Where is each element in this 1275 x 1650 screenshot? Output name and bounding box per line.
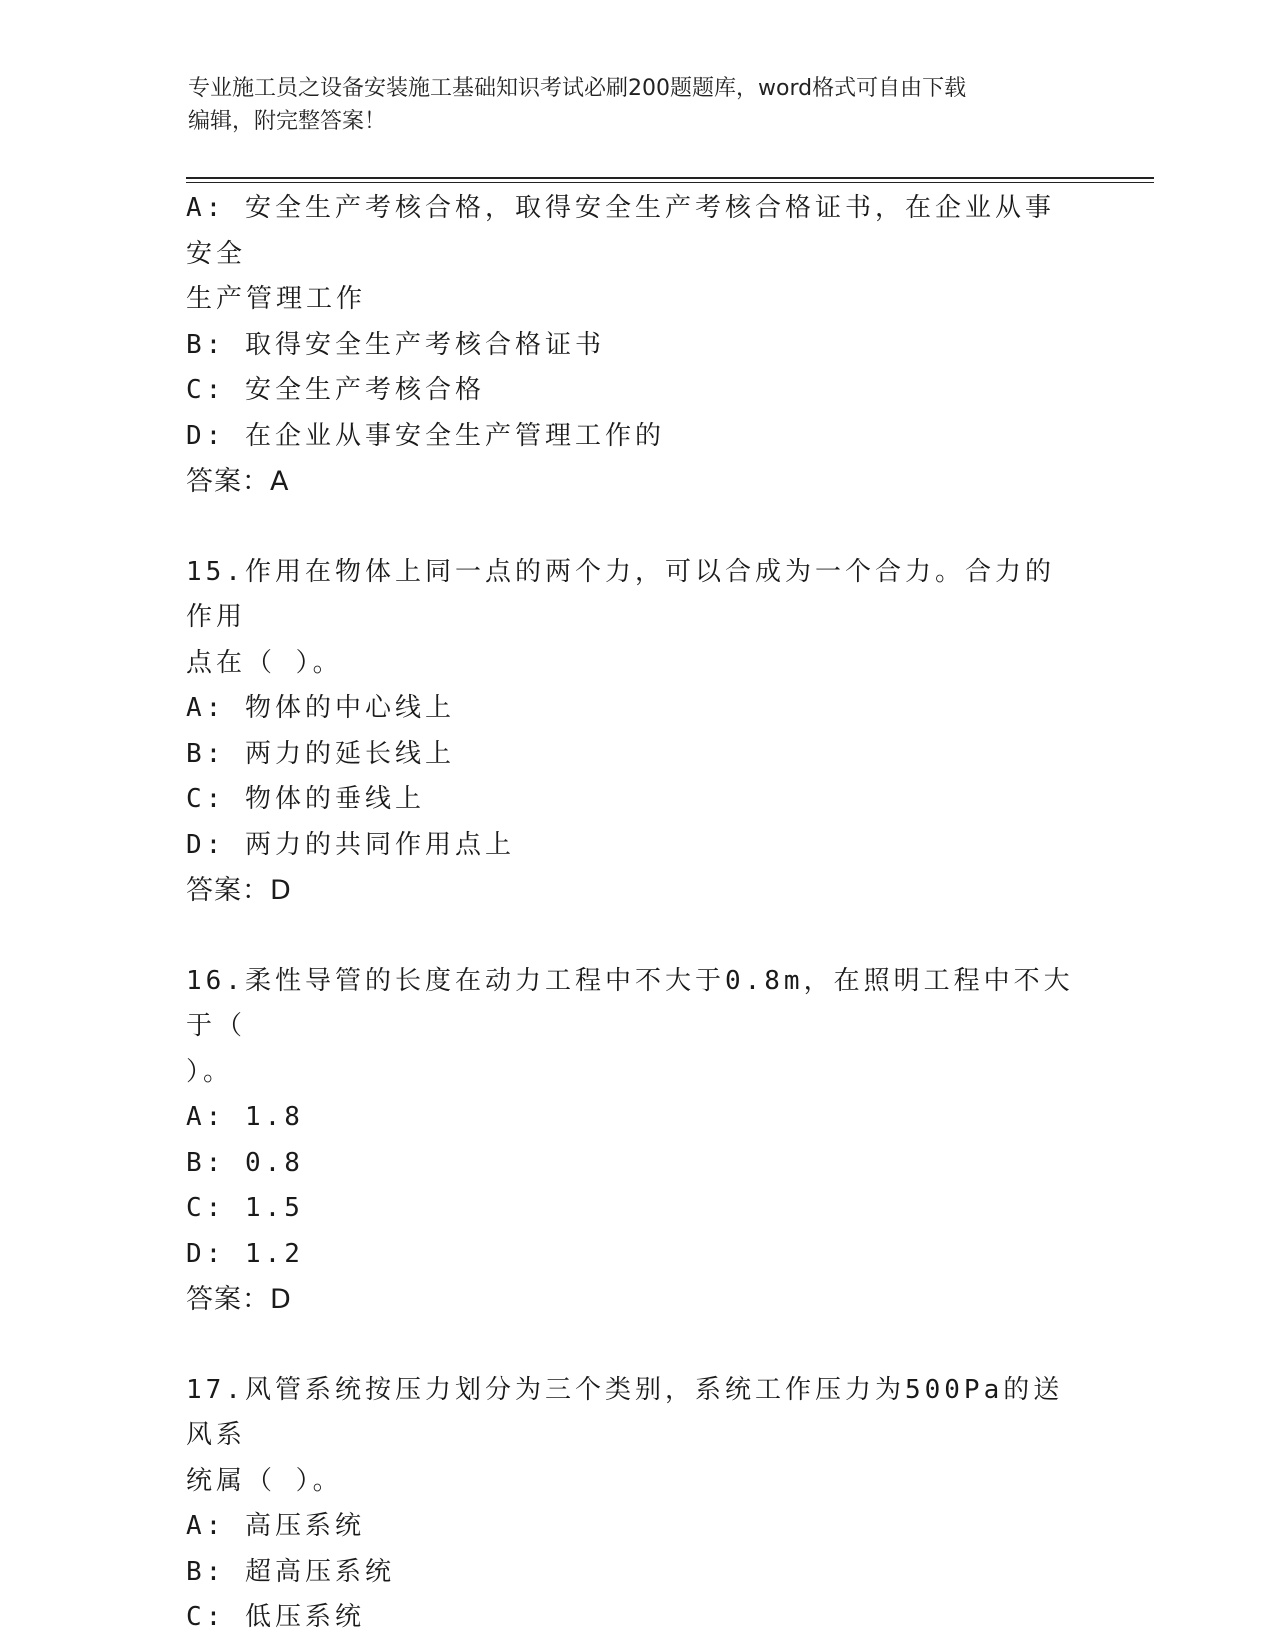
option-b: B: 取得安全生产考核合格证书 bbox=[186, 329, 605, 360]
option-c: C: 物体的垂线上 bbox=[186, 784, 425, 814]
option-a: A: 高压系统 bbox=[186, 1511, 365, 1541]
question-16 bbox=[186, 959, 1076, 1323]
question-text-continued: ）。 bbox=[186, 1056, 234, 1087]
header-line-1: 专业施工员之设备安装施工基础知识考试必刷200题题库，word格式可自由下载 bbox=[188, 76, 967, 101]
document-header bbox=[188, 72, 1068, 138]
option-a: A: 安全生产考核合格，取得安全生产考核合格证书，在企业从事安全 bbox=[186, 193, 1055, 269]
question-content bbox=[186, 186, 1076, 1641]
option-a: A: 1.8 bbox=[186, 1102, 304, 1132]
header-line-2: 编辑，附完整答案！ bbox=[188, 109, 387, 134]
option-b: B: 两力的延长线上 bbox=[186, 738, 455, 769]
option-a: A: 物体的中心线上 bbox=[186, 693, 455, 723]
option-c: C: 1.5 bbox=[186, 1193, 304, 1223]
option-c: C: 低压系统 bbox=[186, 1602, 365, 1632]
answer: 答案：D bbox=[186, 875, 292, 906]
question-text-continued: 统属（ ）。 bbox=[186, 1465, 343, 1496]
option-a-continued: 生产管理工作 bbox=[186, 284, 367, 314]
question-17 bbox=[186, 1368, 1076, 1641]
question-text: 16.柔性导管的长度在动力工程中不大于0.8m，在照明工程中不大于（ bbox=[186, 965, 1074, 1041]
option-d: D: 在企业从事安全生产管理工作的 bbox=[186, 420, 665, 451]
question-text: 17.风管系统按压力划分为三个类别，系统工作压力为500Pa的送风系 bbox=[186, 1374, 1064, 1450]
option-d: D: 1.2 bbox=[186, 1238, 304, 1269]
option-b: B: 超高压系统 bbox=[186, 1556, 395, 1587]
question-text: 15.作用在物体上同一点的两个力，可以合成为一个合力。合力的作用 bbox=[186, 556, 1055, 632]
option-d: D: 两力的共同作用点上 bbox=[186, 829, 515, 860]
question-text-continued: 点在（ ）。 bbox=[186, 647, 343, 678]
option-c: C: 安全生产考核合格 bbox=[186, 375, 485, 405]
answer: 答案：A bbox=[186, 466, 290, 497]
header-divider bbox=[186, 177, 1154, 183]
question-fragment-14 bbox=[186, 186, 1076, 505]
option-b: B: 0.8 bbox=[186, 1147, 304, 1178]
answer: 答案：D bbox=[186, 1284, 292, 1315]
question-15 bbox=[186, 550, 1076, 914]
